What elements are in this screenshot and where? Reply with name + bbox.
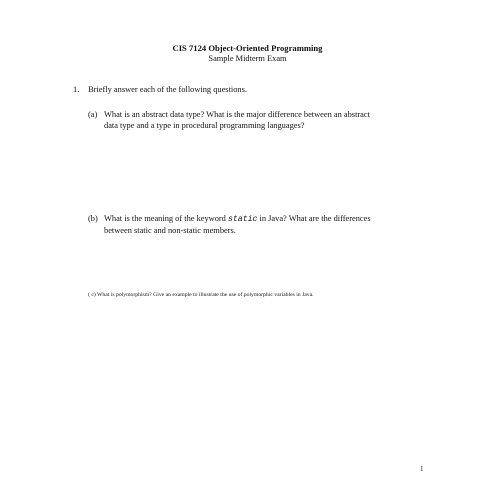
part-b-text xyxy=(104,214,371,236)
part-b-marker: (b) xyxy=(88,214,98,223)
question-1 xyxy=(73,85,247,94)
static-keyword: static xyxy=(227,215,258,224)
part-a-line-2: data type and a type in procedural programming languages? xyxy=(104,120,305,130)
question-1-number: 1. xyxy=(73,85,80,94)
part-b-line-1 xyxy=(104,214,371,226)
part-b-line-2: between static and non-static members. xyxy=(104,225,236,235)
exam-title: CIS 7124 Object-Oriented Programming xyxy=(172,43,323,53)
part-b-line-1-before: What is the meaning of the keyword xyxy=(104,214,228,223)
question-1-prompt: Briefly answer each of the following questions. xyxy=(88,85,247,94)
part-a-line-1: What is an abstract data type? What is the major difference between an abstract xyxy=(104,110,370,119)
part-b-line-1-after: in Java? What are the differences xyxy=(257,214,371,223)
page-number: 1 xyxy=(420,465,424,473)
question-part-c: ( c) What is polymorphism? Give an example to illustrate the use of polymorphic variables in Java. xyxy=(88,292,314,298)
exam-subtitle: Sample Midterm Exam xyxy=(208,54,287,63)
part-a-text xyxy=(104,110,370,131)
part-a-marker: (a) xyxy=(88,110,98,119)
